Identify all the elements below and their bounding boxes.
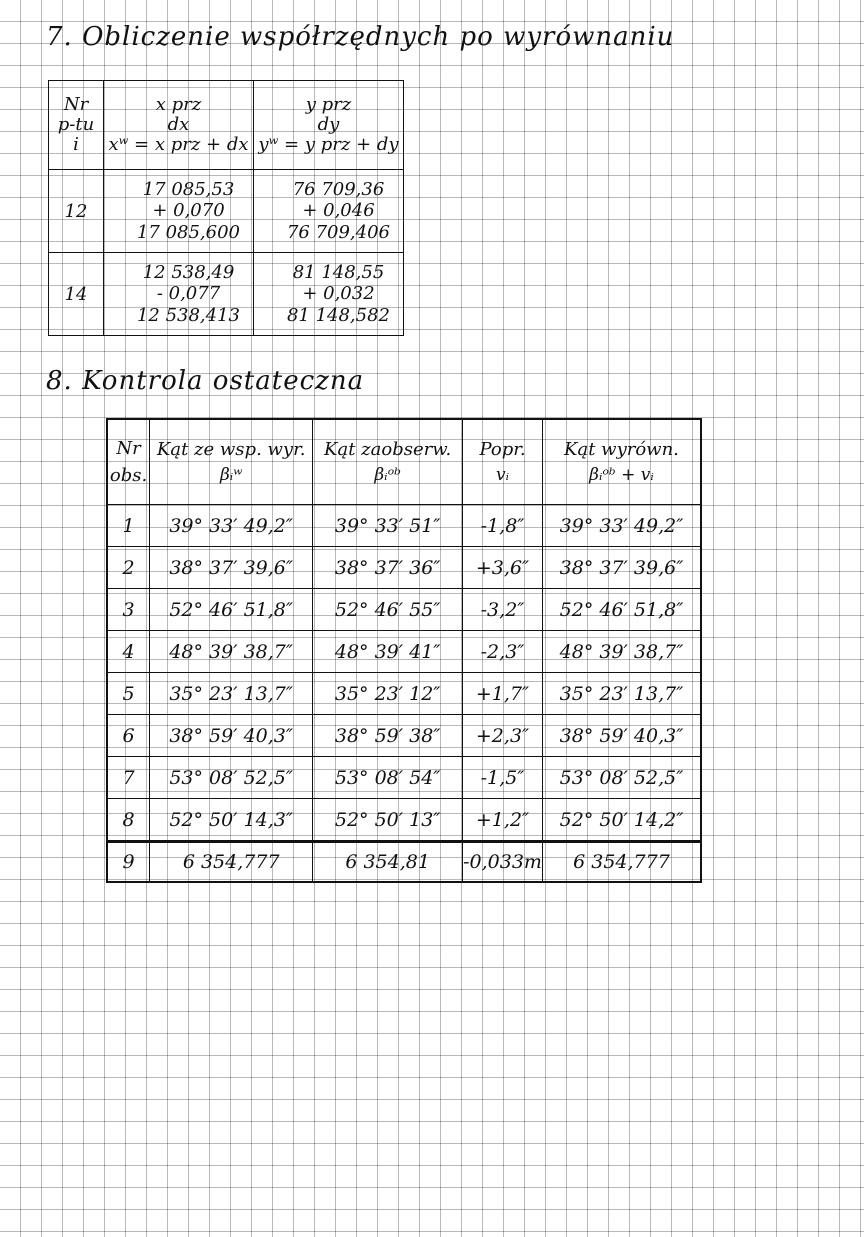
final-check-header-row xyxy=(107,419,701,505)
header-nr-line2: obs. xyxy=(109,465,148,486)
section7-heading: 7. Obliczenie współrzędnych po wyrównaniu xyxy=(46,22,675,52)
header-point-number xyxy=(49,81,104,170)
header-c4-symbol: βᵢᵒᵇ + vᵢ xyxy=(589,464,654,485)
correction: -1,5″ xyxy=(463,757,543,799)
obs-number: 2 xyxy=(107,547,150,589)
header-y-line1: y prz xyxy=(305,94,352,116)
header-c1-symbol: βᵢʷ xyxy=(219,464,243,485)
obs-number: 7 xyxy=(107,757,150,799)
dx: - 0,077 xyxy=(156,283,221,305)
header-x-line1: x prz xyxy=(155,94,202,116)
angle-from-coords: 48° 39′ 38,7″ xyxy=(150,631,313,673)
header-y-line2: dy xyxy=(317,114,340,136)
correction: -2,3″ xyxy=(463,631,543,673)
y-w: 76 709,406 xyxy=(286,221,391,243)
header-adjusted-angle xyxy=(542,419,701,505)
correction: +2,3″ xyxy=(463,715,543,757)
dx: + 0,070 xyxy=(152,200,225,222)
correction: +1,2″ xyxy=(463,799,543,842)
observed-angle: 52° 46′ 55″ xyxy=(313,589,463,631)
x-w: 17 085,600 xyxy=(136,221,241,243)
header-nr-line1: Nr xyxy=(63,94,89,116)
observed-angle: 53° 08′ 54″ xyxy=(313,757,463,799)
table-row xyxy=(107,715,701,757)
x-w: 12 538,413 xyxy=(136,304,241,326)
coordinates-header-row xyxy=(49,81,404,170)
correction: +3,6″ xyxy=(463,547,543,589)
table-row xyxy=(107,631,701,673)
angle-from-coords: 52° 46′ 51,8″ xyxy=(150,589,313,631)
header-c2-symbol: βᵢᵒᵇ xyxy=(374,464,401,485)
obs-number: 3 xyxy=(107,589,150,631)
table-row xyxy=(107,547,701,589)
observed-angle: 38° 37′ 36″ xyxy=(313,547,463,589)
x-prz: 12 538,49 xyxy=(142,261,235,283)
coordinates-row-12 xyxy=(49,170,404,253)
angle-from-coords: 35° 23′ 13,7″ xyxy=(150,673,313,715)
header-c2-title: Kąt zaobserw. xyxy=(324,438,452,460)
adjusted-angle: 52° 50′ 14,2″ xyxy=(542,799,701,842)
correction: -1,8″ xyxy=(463,505,543,547)
sum-correction: -0,033m xyxy=(463,842,543,883)
obs-number: 9 xyxy=(107,842,150,883)
obs-number: 8 xyxy=(107,799,150,842)
section8-heading: 8. Kontrola ostateczna xyxy=(46,366,365,396)
coordinates-table xyxy=(48,80,404,336)
correction: -3,2″ xyxy=(463,589,543,631)
observed-angle: 38° 59′ 38″ xyxy=(313,715,463,757)
header-c3-title: Popr. xyxy=(479,438,526,460)
obs-number: 1 xyxy=(107,505,150,547)
header-y-line3: yʷ = y prz + dy xyxy=(258,133,399,155)
header-angle-from-coords xyxy=(150,419,313,505)
table-row xyxy=(107,799,701,842)
observed-angle: 39° 33′ 51″ xyxy=(313,505,463,547)
dy: + 0,046 xyxy=(302,200,375,222)
header-x xyxy=(104,81,254,170)
sum-observed-angle: 6 354,81 xyxy=(313,842,463,883)
observed-angle: 52° 50′ 13″ xyxy=(313,799,463,842)
point-number: 14 xyxy=(49,253,104,336)
header-correction xyxy=(463,419,543,505)
header-c1-title: Kąt ze wsp. wyr. xyxy=(156,438,306,460)
header-nr-line3: i xyxy=(73,133,79,155)
header-c4-title: Kąt wyrówn. xyxy=(564,438,679,460)
header-y xyxy=(253,81,403,170)
adjusted-angle: 53° 08′ 52,5″ xyxy=(542,757,701,799)
header-c3-symbol: vᵢ xyxy=(496,464,510,485)
y-values xyxy=(253,170,403,253)
y-values xyxy=(253,253,403,336)
adjusted-angle: 39° 33′ 49,2″ xyxy=(542,505,701,547)
adjusted-angle: 38° 59′ 40,3″ xyxy=(542,715,701,757)
table-row xyxy=(107,505,701,547)
angle-from-coords: 38° 59′ 40,3″ xyxy=(150,715,313,757)
header-x-line3: xʷ = x prz + dx xyxy=(108,133,249,155)
header-observed-angle xyxy=(313,419,463,505)
angle-from-coords: 38° 37′ 39,6″ xyxy=(150,547,313,589)
obs-number: 4 xyxy=(107,631,150,673)
table-row xyxy=(107,589,701,631)
point-number: 12 xyxy=(49,170,104,253)
observed-angle: 48° 39′ 41″ xyxy=(313,631,463,673)
angle-from-coords: 52° 50′ 14,3″ xyxy=(150,799,313,842)
angle-from-coords: 53° 08′ 52,5″ xyxy=(150,757,313,799)
angle-from-coords: 39° 33′ 49,2″ xyxy=(150,505,313,547)
obs-number: 5 xyxy=(107,673,150,715)
adjusted-angle: 52° 46′ 51,8″ xyxy=(542,589,701,631)
y-prz: 76 709,36 xyxy=(292,178,385,200)
header-nr-line1: Nr xyxy=(116,438,141,459)
obs-number: 6 xyxy=(107,715,150,757)
adjusted-angle: 35° 23′ 13,7″ xyxy=(542,673,701,715)
sum-angle-from-coords: 6 354,777 xyxy=(150,842,313,883)
x-values xyxy=(104,253,254,336)
correction: +1,7″ xyxy=(463,673,543,715)
header-x-line2: dx xyxy=(167,114,190,136)
sum-adjusted-angle: 6 354,777 xyxy=(542,842,701,883)
table-row xyxy=(107,757,701,799)
observed-angle: 35° 23′ 12″ xyxy=(313,673,463,715)
adjusted-angle: 38° 37′ 39,6″ xyxy=(542,547,701,589)
coordinates-row-14 xyxy=(49,253,404,336)
y-w: 81 148,582 xyxy=(286,304,391,326)
header-nr-line2: p-tu xyxy=(57,114,95,136)
header-obs-number xyxy=(107,419,150,505)
dy: + 0,032 xyxy=(302,283,375,305)
table-row xyxy=(107,673,701,715)
x-prz: 17 085,53 xyxy=(142,178,235,200)
x-values xyxy=(104,170,254,253)
adjusted-angle: 48° 39′ 38,7″ xyxy=(542,631,701,673)
y-prz: 81 148,55 xyxy=(292,261,385,283)
final-check-table xyxy=(106,418,702,883)
sum-row xyxy=(107,842,701,883)
